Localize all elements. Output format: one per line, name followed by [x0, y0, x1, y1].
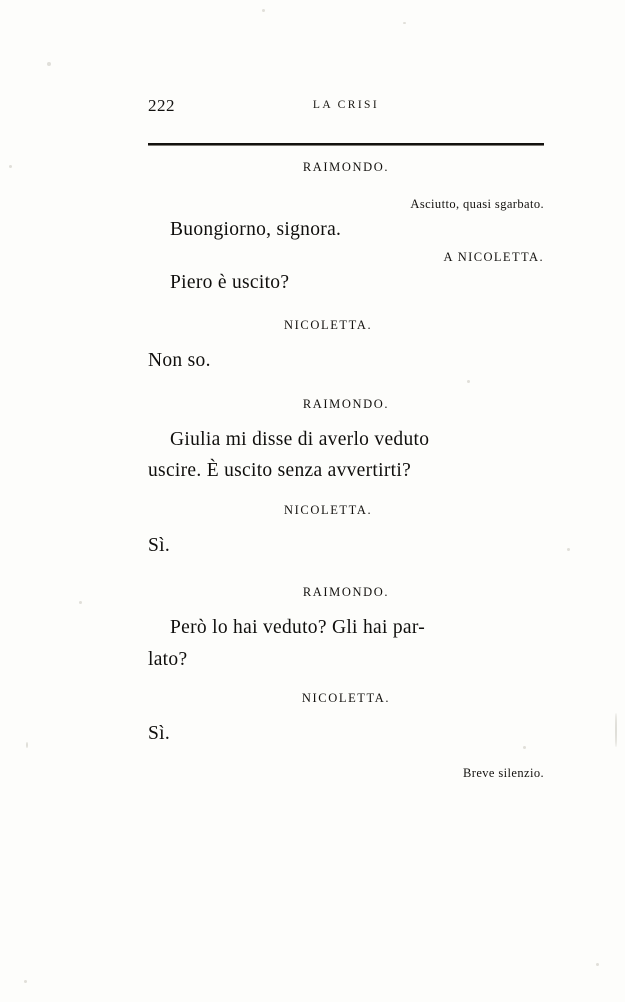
paper-speck [79, 601, 82, 604]
spacer [148, 481, 544, 503]
spacer [148, 175, 544, 197]
speaker-cue: NICOLETTA. [284, 502, 373, 517]
spacer [148, 240, 544, 250]
paper-speck [9, 165, 12, 168]
paper-speck [47, 62, 51, 66]
paper-speck [403, 22, 406, 24]
speaker-cue: RAIMONDO. [302, 585, 390, 599]
spacer [148, 412, 544, 430]
spacer [148, 669, 544, 691]
dialogue-line: Buongiorno, signora. [170, 219, 342, 240]
page-number: 222 [148, 96, 175, 115]
page-header [148, 96, 544, 118]
paper-speck [262, 9, 265, 12]
page-edge-mark [615, 713, 617, 747]
spacer [148, 292, 544, 318]
stage-direction: A NICOLETTA. [443, 249, 544, 264]
spacer [148, 518, 544, 536]
running-title: LA CRISI [312, 99, 380, 111]
spacer [148, 706, 544, 724]
stage-direction: Asciutto, quasi sgarbato. [410, 197, 544, 211]
dialogue-line: Non so. [148, 350, 211, 371]
dialogue-line: Sì. [148, 723, 171, 744]
spacer [148, 600, 544, 618]
paper-speck [24, 980, 27, 983]
dialogue-line: Giulia mi disse di averlo veduto [170, 428, 430, 450]
spacer [148, 744, 544, 766]
spacer [148, 333, 544, 351]
paper-speck [567, 548, 570, 551]
spacer [148, 555, 544, 585]
speaker-cue: RAIMONDO. [302, 160, 390, 174]
dialogue-line: Però lo hai veduto? Gli hai par- [170, 617, 426, 638]
dialogue-line: Piero è uscito? [170, 271, 290, 293]
paper-speck [596, 963, 599, 966]
stage-direction: Breve silenzio. [463, 765, 544, 780]
speaker-cue: NICOLETTA. [301, 691, 391, 705]
spacer [148, 371, 544, 397]
dialogue-line: Sì. [148, 534, 171, 556]
page-body [148, 160, 544, 781]
dialogue-line: lato? [148, 648, 188, 670]
speaker-cue: NICOLETTA. [284, 318, 373, 332]
paper-speck [26, 742, 28, 748]
speaker-cue: RAIMONDO. [302, 396, 390, 411]
header-rule [148, 143, 544, 145]
dialogue-line: uscire. È uscito senza avvertirti? [148, 460, 412, 481]
